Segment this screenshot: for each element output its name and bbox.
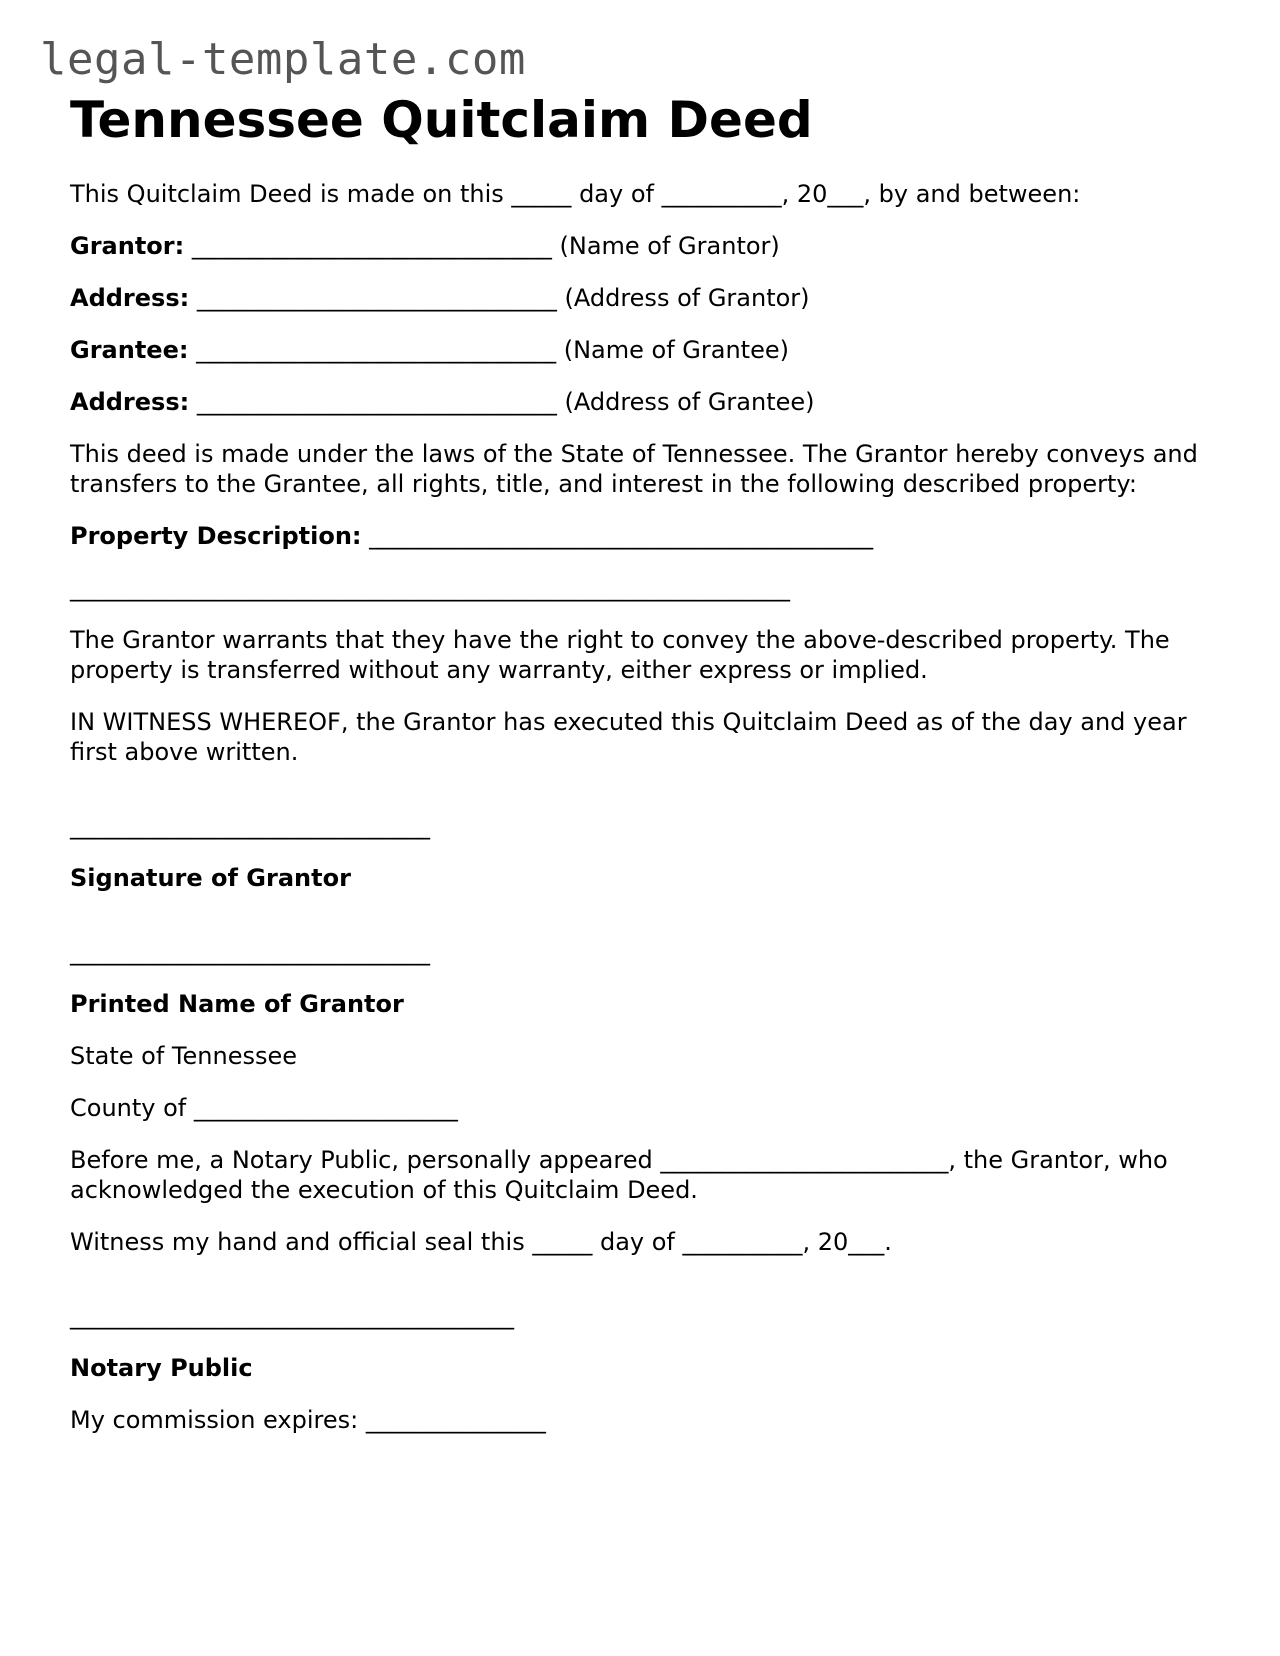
grantor-address-field[interactable]: ______________________________ [196,284,557,312]
grantor-address-hint: (Address of Grantor) [564,284,810,312]
watermark-text: legal-template.com [40,34,526,85]
warranty-paragraph: The Grantor warrants that they have the right to convey the above-described property. The property is transferred without any warranty, either express or implied. [70,626,1170,684]
grantee-address-field[interactable]: ______________________________ [196,388,557,416]
document-body [70,88,1220,1435]
grantee-name-line [70,335,1220,365]
grantor-printed-name-label: Printed Name of Grantor [70,990,404,1018]
witness-paragraph: IN WITNESS WHEREOF, the Grantor has executed this Quitclaim Deed as of the day and year first above written. [70,708,1187,766]
commission-expires-line[interactable]: My commission expires: _______________ [70,1406,546,1434]
grantor-name-line [70,231,1220,261]
grantor-name-hint: (Name of Grantor) [559,232,780,260]
notary-acknowledgment-paragraph: Before me, a Notary Public, personally appeared ________________________, the Grantor, who acknowledged the execution of this Quitclaim Deed. [70,1146,1168,1204]
state-line: State of Tennessee [70,1042,297,1070]
document-title: Tennessee Quitclaim Deed [70,91,813,149]
notary-public-label: Notary Public [70,1354,253,1382]
grantee-label: Grantee: [70,336,189,364]
grantor-printed-name-field[interactable]: ______________________________ [70,938,430,966]
grantee-address-line [70,387,1220,417]
grantor-address-label: Address: [70,284,190,312]
grantee-name-hint: (Name of Grantee) [563,336,789,364]
grantee-address-hint: (Address of Grantee) [564,388,815,416]
property-description-field-2[interactable]: ____________________________________________________________ [70,574,790,602]
property-description-field[interactable]: __________________________________________ [369,522,874,550]
property-description-line [70,521,1220,551]
grantor-label: Grantor: [70,232,185,260]
property-description-label: Property Description: [70,522,362,550]
county-line[interactable]: County of ______________________ [70,1094,458,1122]
grantor-address-line [70,283,1220,313]
intro-paragraph: This Quitclaim Deed is made on this _____ day of __________, 20___, by and between: [70,180,1081,208]
grantee-address-label: Address: [70,388,190,416]
notary-signature-field[interactable]: _____________________________________ [70,1302,514,1330]
grantor-signature-field[interactable]: ______________________________ [70,812,430,840]
seal-date-line[interactable]: Witness my hand and official seal this _____ day of __________, 20___. [70,1228,892,1256]
grantor-signature-label: Signature of Grantor [70,864,351,892]
grantor-name-field[interactable]: ______________________________ [191,232,552,260]
grantee-name-field[interactable]: ______________________________ [196,336,557,364]
conveyance-paragraph: This deed is made under the laws of the State of Tennessee. The Grantor hereby conveys and transfers to the Grantee, all rights, title, and interest in the following described property: [70,440,1198,498]
